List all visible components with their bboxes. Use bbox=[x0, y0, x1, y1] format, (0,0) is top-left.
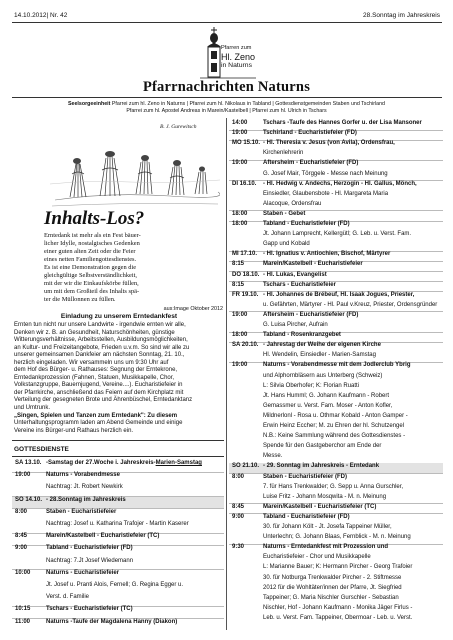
schedule-text: Nischler, Hof - Johann Kaufmann - Monika Jäger Firlus - bbox=[263, 604, 413, 611]
schedule-text: Marein/Kastelbell - Eucharistiefeier (TC) bbox=[46, 533, 160, 540]
day-row bbox=[229, 292, 443, 302]
schedule-row bbox=[12, 606, 224, 618]
body-line: an Kultur- und Freizeitangebote, Frieden u.v.m. So sind wir alle zu bbox=[14, 344, 190, 351]
schedule-row bbox=[229, 201, 443, 211]
schedule-text: Tappeiner; G. Maria Nischler Gurschler - Sebastian bbox=[263, 594, 399, 601]
harvest-illustration bbox=[50, 122, 220, 210]
day-row bbox=[229, 140, 443, 150]
logo-line1: Pfarren zum bbox=[221, 45, 252, 51]
article-heading: Inhalts-Los? bbox=[44, 208, 145, 229]
poem-block bbox=[44, 232, 218, 304]
schedule-row bbox=[229, 514, 443, 524]
schedule-text: Verst. d. Familie bbox=[46, 594, 90, 601]
schedule-row bbox=[229, 171, 443, 181]
day-row bbox=[229, 342, 443, 352]
schedule-row bbox=[229, 261, 443, 271]
schedule-time: 9:00 bbox=[232, 513, 245, 520]
schedule-text: Erwin Heinz Eccher; M. zu Ehren der hl. Schutzengel bbox=[263, 423, 405, 429]
schedule-text: - 29. Sonntag im Jahreskreis - Erntedank bbox=[263, 463, 380, 470]
schedule-text-extra: Marien-Samstag bbox=[155, 460, 202, 466]
schedule-time: 18:00 bbox=[232, 332, 248, 339]
schedule-text: G. Luisa Pircher, Aufrain bbox=[263, 322, 328, 328]
sunday-row bbox=[12, 497, 224, 509]
poem-line: Erntedank ist mehr als ein Fest bäuer- bbox=[44, 232, 141, 239]
body-line: Erntedankprozession (Fahnen, Statuen, Musikkapelle, Chor, bbox=[14, 374, 175, 381]
poem-line: gleichgültige Selbstverständlichkeit, bbox=[44, 272, 137, 279]
schedule-time: 8:15 bbox=[232, 281, 245, 288]
schedule-time: 19:00 bbox=[232, 160, 248, 167]
poem-line: licher Idylle, nostalgisches Gedenken bbox=[44, 240, 140, 247]
schedule-row bbox=[229, 160, 443, 170]
schedule-row bbox=[229, 150, 443, 160]
schedule-time: SO 21.10. bbox=[232, 463, 260, 470]
schedule-row bbox=[229, 534, 443, 544]
schedule-text: Gemassmer u. Verst. Fam. Moser - Anton Kofler, bbox=[263, 402, 393, 409]
body-line: „Singen, Spielen und Tanzen zum Erntedank": Zu diesem bbox=[14, 412, 178, 419]
schedule-row bbox=[229, 443, 443, 453]
header-sunday: 28.Sonntag im Jahreskreis bbox=[363, 12, 440, 19]
schedule-time: 19:00 bbox=[232, 311, 248, 318]
schedule-text: Marein/Kastelbell - Eucharistiefeier (TC) bbox=[263, 503, 377, 510]
schedule-time: 19:00 bbox=[15, 472, 31, 479]
gottesdienste-rule bbox=[12, 440, 224, 441]
wheat-sheaves-icon bbox=[50, 122, 220, 210]
schedule-row bbox=[229, 221, 443, 231]
schedule-row bbox=[229, 494, 443, 504]
schedule-text: Staben - Eucharistiefeier bbox=[46, 508, 117, 515]
schedule-text: Jt. Hans Humml; G. Johann Kaufmann - Robert bbox=[263, 392, 390, 399]
schedule-row bbox=[229, 453, 443, 463]
poem-line: um mit dem Großteil des Inhalts spä- bbox=[44, 288, 140, 295]
schedule-text: Naturns - Eucharistiefeier bbox=[46, 569, 120, 576]
body-line: Verteilung der gesegneten Brote und Ährenbüschel, Erntedanktanz bbox=[14, 397, 193, 404]
schedule-time: DO 18.10. bbox=[232, 271, 260, 278]
page-title: Pfarrnachrichten Naturns bbox=[142, 79, 311, 95]
schedule-text: Naturns - Vorabendmesse mit dem Jodlerclub Ybrig bbox=[263, 362, 411, 369]
left-schedule bbox=[12, 460, 224, 632]
schedule-time: 18:00 bbox=[232, 210, 248, 217]
schedule-row bbox=[12, 570, 224, 582]
gottesdienste-rule-2 bbox=[12, 456, 224, 457]
schedule-row bbox=[229, 544, 443, 554]
artist-signature: B. J. Gurewitsch bbox=[160, 124, 197, 130]
body-line: und Umtrunk. bbox=[14, 405, 51, 412]
subtitle-line2: Pfarrei zum hl. Apostel Andreas in Marein/Kastelbell | Pfarrei zum hl. Ulrich in Tschars bbox=[126, 108, 327, 114]
schedule-time: DI 16.10. bbox=[232, 180, 257, 187]
schedule-text: Staben - Eucharistiefeier (FD) bbox=[263, 473, 348, 480]
logo-line2: Hl. Zeno bbox=[221, 52, 256, 62]
schedule-row bbox=[229, 302, 443, 312]
poem-line: eines netten Familiengottesdienstes. bbox=[44, 256, 137, 263]
schedule-row bbox=[229, 231, 443, 241]
schedule-row bbox=[229, 585, 443, 595]
schedule-time: FR 19.10. bbox=[232, 291, 259, 298]
body-line: Denken wir z. B. an Gesundheit, Naturschönheiten, günstige bbox=[14, 329, 175, 336]
schedule-text: Marein/Kastelbell - Eucharistiefeier bbox=[263, 261, 363, 268]
body-line: Vereine ins Bürger-und Rathaus herzlich ein. bbox=[14, 427, 134, 434]
schedule-text: Nachtrag: Jt. Robert Newkirk bbox=[46, 484, 123, 491]
schedule-row bbox=[12, 619, 224, 631]
schedule-row bbox=[229, 413, 443, 423]
schedule-row bbox=[229, 433, 443, 443]
schedule-time: 8:00 bbox=[15, 508, 28, 515]
schedule-text: Mildnerlonl - Rosa u. Othmar Kobald - Anton Gamper - bbox=[263, 412, 408, 419]
schedule-row bbox=[229, 362, 443, 372]
body-line: der Pfarrkirche, anschließend das Feiern auf dem Kirchplatz mit bbox=[14, 389, 184, 396]
schedule-text: Tschars -Taufe des Hannes Gorfer u. der Lisa Mansoner bbox=[263, 120, 422, 126]
schedule-row bbox=[229, 524, 443, 534]
gottesdienste-title: GOTTESDIENSTE bbox=[14, 446, 69, 453]
schedule-text: L: Silvia Oberhofer; K: Florian Ruatti bbox=[263, 382, 360, 389]
schedule-row bbox=[229, 373, 443, 383]
schedule-text: 30. für Notburga Trenkwalder Pircher - 2. Stiftmesse bbox=[263, 574, 402, 581]
schedule-row bbox=[229, 403, 443, 413]
logo-line3: in Naturns bbox=[221, 62, 252, 69]
schedule-row bbox=[229, 554, 443, 564]
right-schedule bbox=[229, 120, 443, 632]
schedule-time: 8:15 bbox=[232, 261, 245, 268]
schedule-text: -Samstag der 27.Woche i. Jahreskreis-Marien-Samstag bbox=[46, 460, 202, 466]
schedule-time: 8:00 bbox=[232, 473, 245, 480]
schedule-text: 2012 für die Wohltäter/innen der Pfarre, Jt. Siegfried bbox=[263, 584, 402, 591]
schedule-time: MI 17.10. bbox=[232, 251, 258, 258]
schedule-text: Naturns - Erntedankfest mit Prozession und bbox=[263, 544, 389, 551]
schedule-text: Tabland - Eucharistiefeier (FD) bbox=[46, 545, 133, 552]
schedule-text: Tabland - Eucharistiefeier (FD) bbox=[263, 513, 350, 520]
poem-line: einer guten alten Zeit oder die Feier bbox=[44, 248, 136, 255]
subtitle-text: Pfarrei zum hl. Zeno in Naturns | Pfarrei zum hl. Nikolaus in Tabland | Gottesdienstgemeinden Staben und Tschirland bbox=[110, 101, 385, 107]
schedule-text: - Hl. Lukas, Evangelist bbox=[263, 271, 327, 278]
schedule-time: 14:00 bbox=[232, 120, 248, 126]
body-line: Unterhaltungsprogramm laden am Abend Gemeinde und einige bbox=[14, 420, 183, 427]
schedule-time: SA 13.10. bbox=[15, 460, 42, 466]
schedule-time: 11:00 bbox=[15, 618, 31, 625]
schedule-text: Tschirland - Eucharistiefeier (FD) bbox=[263, 130, 357, 137]
schedule-text: Aftersheim - Eucharistiefeier (FD) bbox=[263, 311, 359, 318]
schedule-text: Gapp und Kobald bbox=[263, 241, 310, 248]
schedule-text: Aftersheim - Eucharistiefeier (FD) bbox=[263, 160, 359, 167]
day-row bbox=[229, 251, 443, 261]
poem-line: Es ist eine Demonstration gegen die bbox=[44, 264, 137, 271]
schedule-row bbox=[229, 504, 443, 514]
schedule-text: Hl. Wendelin, Einsiedler - Marien-Samstag bbox=[263, 352, 376, 359]
schedule-row bbox=[229, 564, 443, 574]
schedule-text: Luise Fritz - Johann Mosqwita - M. n. Meinung bbox=[263, 493, 387, 500]
schedule-text: Leb. u. Verst. Fam. Tappeiner, Obermoar - Leb. u. Verst. bbox=[263, 614, 413, 621]
schedule-row bbox=[229, 191, 443, 201]
schedule-time: 18:00 bbox=[232, 221, 248, 227]
schedule-row bbox=[12, 558, 224, 570]
schedule-row bbox=[229, 615, 443, 625]
body-line: unserer gemeinsamen Dankfeier am nächsten Sonntag, 21. 10., bbox=[14, 352, 185, 359]
schedule-text: Tschars - Eucharistiefeier bbox=[263, 281, 336, 288]
schedule-text: Tschars - Eucharistiefeier (TC) bbox=[46, 606, 133, 613]
schedule-row bbox=[229, 393, 443, 403]
schedule-text: und Alphornbläsern aus Unterberg (Schweiz) bbox=[263, 372, 383, 379]
schedule-text: Alacoque, Ordensfrau bbox=[263, 200, 322, 207]
schedule-time: MO 15.10. bbox=[232, 140, 261, 147]
schedule-row bbox=[229, 322, 443, 332]
schedule-text: - Hl. Hedwig v. Andechs, Herzogin - Hl. Gallus, Mönch, bbox=[263, 180, 417, 187]
day-row bbox=[12, 460, 224, 472]
sunday-row bbox=[229, 463, 443, 473]
body-line: dem Hof des Bürger- u. Rathauses: Segnung der Erntekrone, bbox=[14, 367, 178, 374]
schedule-text: 30. für Johann Költ - Jt. Josefa Tappeiner Müller, bbox=[263, 524, 392, 530]
schedule-row bbox=[12, 521, 224, 533]
schedule-time: 8:45 bbox=[232, 503, 245, 510]
schedule-row bbox=[229, 352, 443, 362]
schedule-row bbox=[229, 332, 443, 342]
schedule-text: Nachtrag: Josef u. Katharina Trafojer - Martin Kaserer bbox=[46, 521, 189, 527]
schedule-row bbox=[229, 474, 443, 484]
schedule-row bbox=[229, 130, 443, 140]
schedule-text: Jt. Josef u. Pranti Alois, Fernell; G. Regina Egger u. bbox=[46, 582, 184, 588]
column-divider bbox=[226, 118, 227, 630]
schedule-text: - Hl. Ignatius v. Antiochien, Bischof, Märtyrer bbox=[263, 251, 391, 258]
day-row bbox=[229, 272, 443, 282]
schedule-time: 9:00 bbox=[15, 545, 28, 552]
schedule-row bbox=[229, 595, 443, 605]
schedule-row bbox=[229, 120, 443, 130]
schedule-row bbox=[229, 241, 443, 251]
schedule-row bbox=[229, 282, 443, 292]
schedule-text: Unterlechn; G. Johann Blaas, Fernblick - M. n. Meinung bbox=[263, 534, 411, 541]
schedule-text: G. Josef Mair, Törggele - Messe nach Meinung bbox=[263, 170, 388, 177]
schedule-row bbox=[12, 484, 224, 496]
schedule-text: Naturns -Taufe der Magdalena Hanny (Diakon) bbox=[46, 618, 178, 625]
subtitle-bold: Seelsorgeeinheit bbox=[68, 101, 111, 107]
schedule-text: - 28.Sonntag im Jahreskreis bbox=[46, 496, 126, 503]
schedule-row bbox=[12, 533, 224, 545]
schedule-time: 19:00 bbox=[232, 130, 248, 137]
schedule-row bbox=[12, 545, 224, 557]
schedule-text: Jt. Johann Lamprecht, Kellergütl; G. Leb. u. Verst. Fam. bbox=[263, 231, 412, 238]
body-line: Witterungsverhältnisse, Arbeitsstellen, Ausbildungsmöglichkeiten, bbox=[14, 337, 188, 344]
schedule-row bbox=[12, 509, 224, 521]
header-date-issue: 14.10.2012| Nr. 42 bbox=[14, 12, 68, 19]
invitation-title: Einladung zu unserem Erntedankfest bbox=[60, 313, 178, 320]
schedule-text: Nachtrag: 7.Jt Josef Wiedemann bbox=[46, 557, 134, 564]
schedule-text: Tabland - Eucharistiefeier (FD) bbox=[263, 221, 350, 227]
schedule-row bbox=[229, 312, 443, 322]
body-line: Volkstanzgruppe, Bauernjugend, Vereine....). Eucharistiefeier in bbox=[14, 382, 183, 389]
schedule-text: Einsiedler, Glaubensbote - Hl. Margareta Maria bbox=[263, 190, 389, 197]
schedule-row bbox=[229, 423, 443, 433]
schedule-row bbox=[229, 575, 443, 585]
poem-line: ter die Müllonnen zu füllen. bbox=[44, 296, 116, 303]
schedule-row bbox=[12, 582, 224, 594]
schedule-text: - Hl. Johannes de Brébeuf, Hl. Isaak Jogues, Priester, bbox=[263, 291, 415, 298]
schedule-text: 7. für Hans Trenkwalder; G. Sepp u. Anna Gurschler, bbox=[263, 483, 404, 490]
schedule-time: SA 20.10. bbox=[232, 342, 259, 349]
schedule-time: SO 14.10. bbox=[15, 496, 43, 503]
schedule-row bbox=[12, 472, 224, 484]
schedule-row bbox=[229, 211, 443, 221]
header-rule bbox=[12, 22, 442, 23]
schedule-row bbox=[12, 594, 224, 606]
schedule-row bbox=[229, 605, 443, 615]
image-credit: aus:Image Oktober 2012 bbox=[163, 306, 223, 312]
schedule-row bbox=[229, 383, 443, 393]
schedule-time: 10:00 bbox=[15, 569, 31, 576]
schedule-text: Tabland - Rosenkranzgebet bbox=[263, 332, 341, 339]
schedule-text: L: Marianne Bauer; K: Hermann Pircher - Georg Trafoier bbox=[263, 564, 413, 571]
schedule-text: u. Gefährten, Märtyrer - Hl. Paul v.Kreuz, Priester, Ordensgründer bbox=[263, 301, 438, 308]
schedule-time: 8:45 bbox=[15, 533, 28, 540]
schedule-text: Messe. bbox=[263, 453, 283, 460]
schedule-time: 10:15 bbox=[15, 606, 31, 613]
schedule-text: Kirchenlehrerin bbox=[263, 150, 304, 157]
schedule-row bbox=[229, 484, 443, 494]
subtitle-line1 bbox=[0, 101, 453, 107]
schedule-text: - Hl. Theresia v. Jesus (von Avila), Ordensfrau, bbox=[263, 140, 395, 147]
schedule-text: N.B.: Keine Sammlung während des Gottesdienstes - bbox=[263, 433, 406, 440]
body-line: Ernten tun nicht nur unsere Landwirte - irgendwie ernten wir alle, bbox=[14, 322, 186, 328]
invitation-body bbox=[14, 322, 222, 435]
schedule-text: Eucharistiefeier - Chor und Musikkapelle bbox=[263, 554, 371, 561]
poem-line: mit der wir die Einkaufskörbe füllen, bbox=[44, 280, 139, 287]
schedule-time: 9:30 bbox=[232, 544, 245, 551]
schedule-text: Naturns - Vorabendmesse bbox=[46, 472, 120, 479]
schedule-text: Staben - Gebet bbox=[263, 210, 306, 217]
body-line: herzlich eingeladen. Wir versammeln uns um 9:30 Uhr auf bbox=[14, 359, 169, 366]
schedule-text: - Jahrestag der Weihe der eigenen Kirche bbox=[263, 342, 381, 349]
schedule-text: Spende für den Gastgeberchor am Ende der bbox=[263, 443, 382, 450]
day-row bbox=[229, 181, 443, 191]
schedule-time: 19:00 bbox=[232, 362, 248, 369]
title-rule bbox=[12, 97, 442, 98]
